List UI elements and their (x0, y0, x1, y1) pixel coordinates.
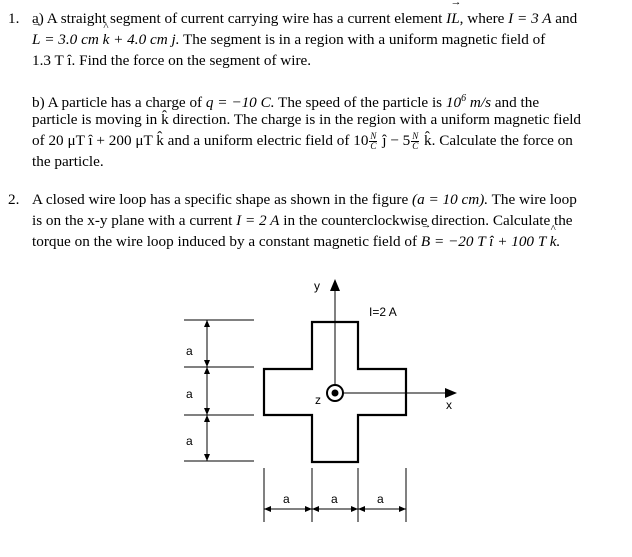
l-vector: → L (32, 29, 40, 50)
dim-label-v1: a (186, 344, 193, 358)
particle-speed: $10^6$ m/s (445, 93, 491, 112)
x-axis-arrow (445, 388, 457, 398)
dim-label-h3: a (377, 492, 384, 506)
problem-2-number: 2. (8, 191, 20, 208)
p1a-line-1: a) A straight segment of current carrying wire has a current element I→ L, where I = 3 A and (32, 8, 628, 29)
p2-line-2: is on the x-y plane with a current I = 2 A in the counterclockwise direction. Calculate the (32, 212, 573, 229)
p1a-line-2: → L = 3.0 cm ^ k + 4.0 cm j. The segment is in a region with a uniform magnetic field of (32, 29, 628, 50)
current-label: I=2 A (369, 305, 397, 319)
y-axis-arrow (330, 279, 340, 291)
x-axis-label: x (446, 398, 452, 412)
p1b-line-2: particle is moving in k̂ direction. The charge is in the region with a uniform magnetic field (32, 111, 582, 128)
dim-label-h2: a (331, 492, 338, 506)
current-element: I→ L (446, 10, 460, 27)
problem-1-number: 1. (8, 10, 20, 27)
unit-fraction: $\frac{N}{C}$ (370, 131, 377, 152)
z-axis-label: z (315, 393, 321, 407)
p2-line-3: torque on the wire loop induced by a constant magnetic field of → B = −20 T î + 100 T ^ k. (32, 231, 628, 252)
p1b-line-3: of 20 μT î + 200 μT k̂ and a uniform electric field of 10 $\frac{N}{C}$ ĵ − 5 $\frac{N}{C}$ k̂. Calculate the force on (32, 131, 573, 152)
unit-fraction: $\frac{N}{C}$ (412, 131, 419, 152)
p1a-line-3: 1.3 T î. Find the force on the segment of wire. (32, 52, 312, 69)
l-vector-value: = 3.0 cm ^ k + 4.0 cm j. (44, 31, 179, 48)
dim-label-v3: a (186, 434, 193, 448)
p2-line-1: A closed wire loop has a specific shape as shown in the figure (a = 10 cm). The wire loop (32, 191, 577, 208)
y-axis-label: y (314, 279, 320, 293)
p1b-line-1: b) A particle has a charge of q = −10 C. The speed of the particle is $10^6$ m/s and the (32, 93, 540, 112)
dim-label-h1: a (283, 492, 290, 506)
dim-label-v2: a (186, 387, 193, 401)
p1b-line-4: the particle. (32, 153, 104, 170)
torque-bfield: → B = −20 T î + 100 T ^ k. (421, 233, 560, 250)
